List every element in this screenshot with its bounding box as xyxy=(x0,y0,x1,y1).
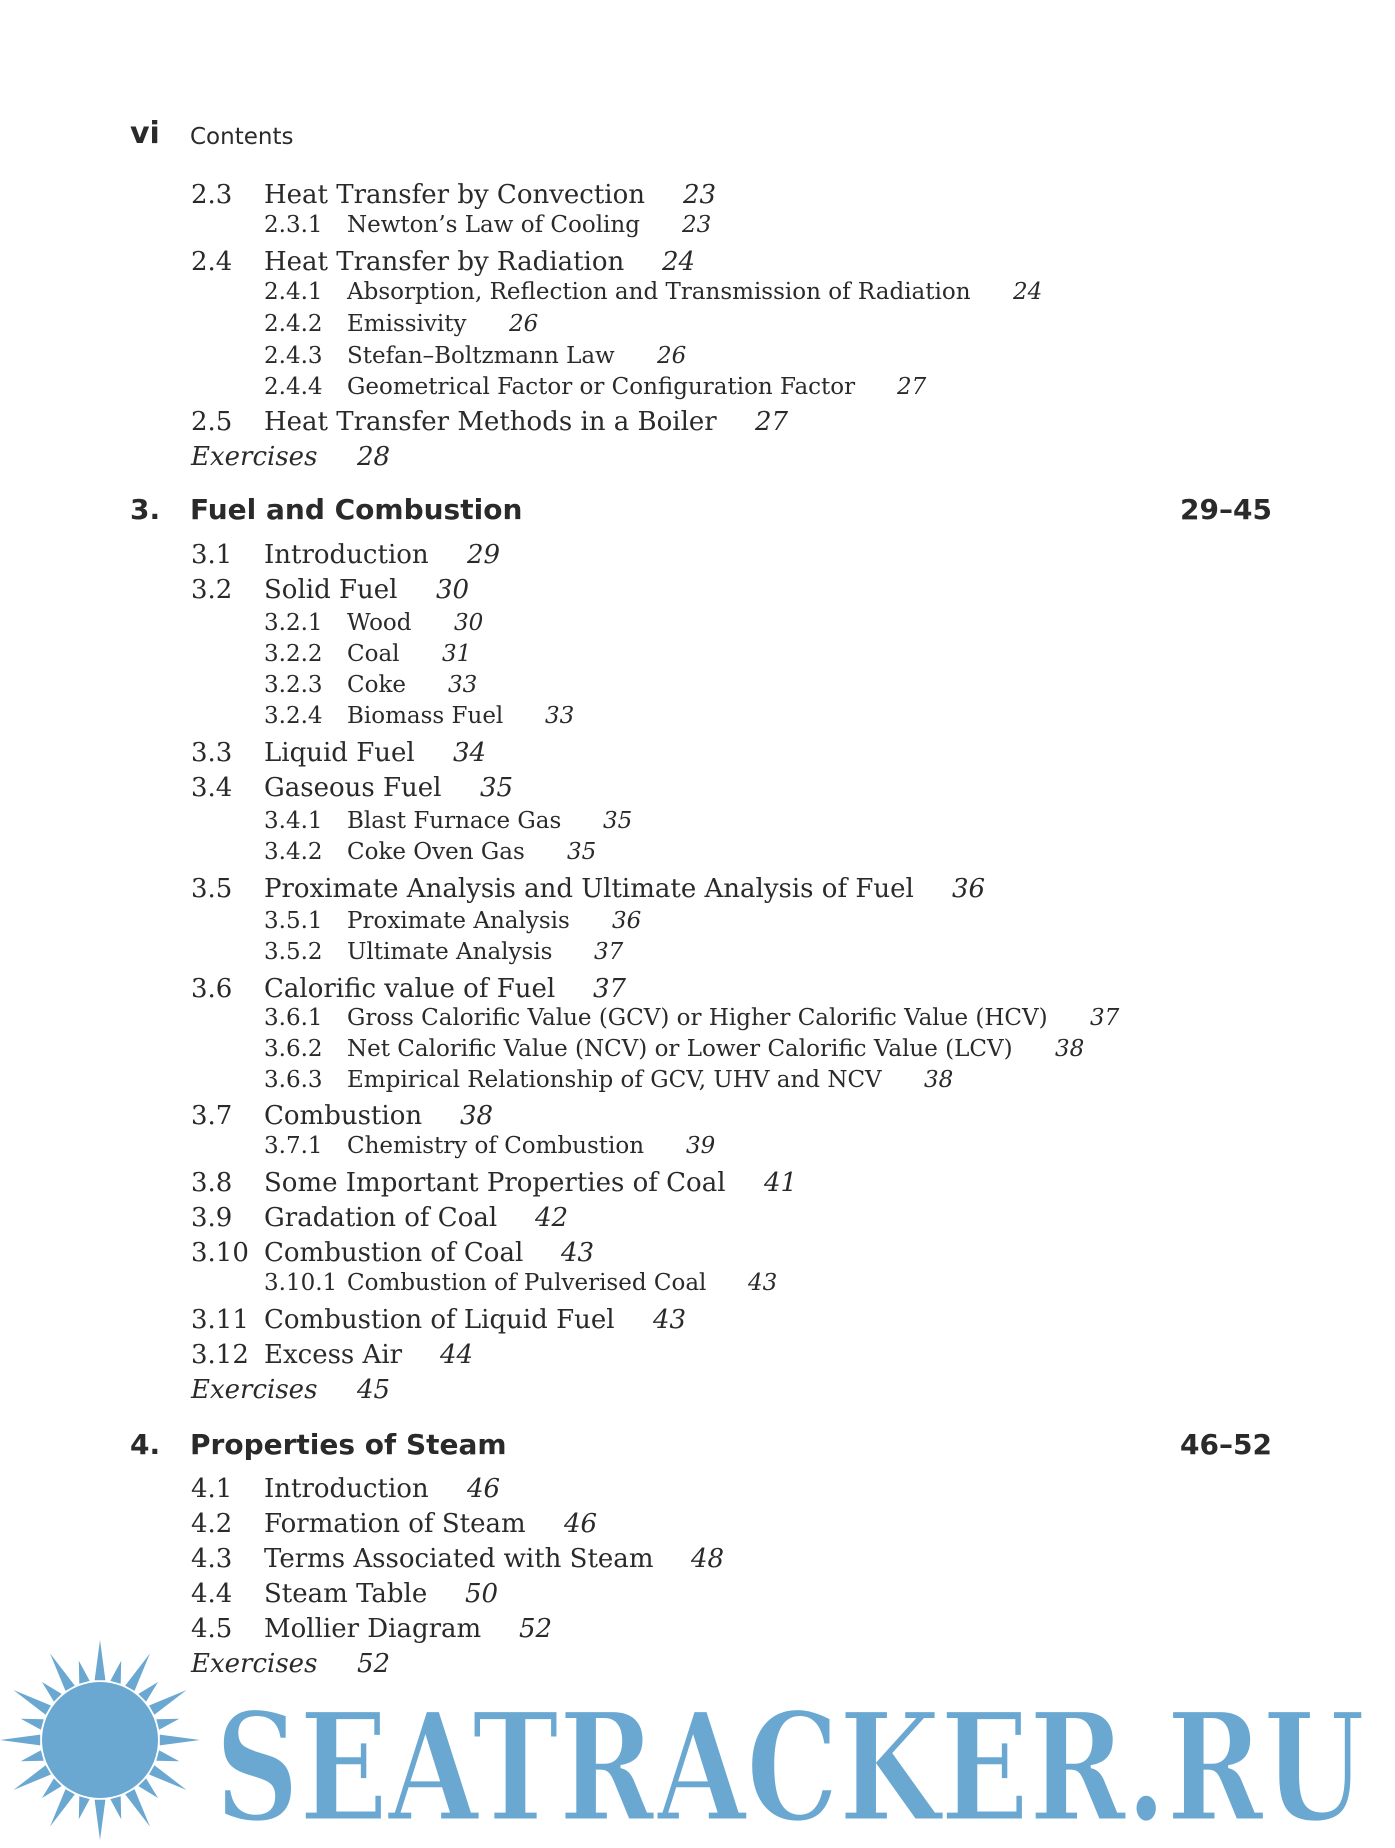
page-number-ref: 38 xyxy=(460,1101,494,1131)
entry-title: Introduction xyxy=(264,1474,429,1504)
entry-title: Biomass Fuel xyxy=(347,703,504,729)
sun-ray xyxy=(125,1789,150,1827)
entry-title: Excess Air xyxy=(264,1340,403,1370)
page-number-ref: 33 xyxy=(448,672,478,698)
sun-ray xyxy=(138,1778,158,1798)
entry-title: Blast Furnace Gas xyxy=(347,808,562,834)
entry-number: 4.2 xyxy=(191,1509,233,1539)
entry-title: Some Important Properties of Coal xyxy=(264,1168,726,1198)
entry-number: 4.3 xyxy=(191,1544,233,1574)
entry-number: 3.8 xyxy=(191,1168,233,1198)
entry-title: Exercises xyxy=(191,442,318,472)
page-number-ref: 37 xyxy=(593,974,627,1004)
entry-number: 2.3 xyxy=(191,180,233,210)
entry-number: 3.12 xyxy=(191,1340,249,1370)
page-number-ref: 26 xyxy=(509,311,539,337)
entry-title: Chemistry of Combustion xyxy=(347,1133,645,1159)
entry-title: Coal xyxy=(347,641,400,667)
entry-title: Combustion of Pulverised Coal xyxy=(347,1270,707,1296)
entry-title: Gaseous Fuel xyxy=(264,773,442,803)
entry-title: Solid Fuel xyxy=(264,575,398,605)
entry-title: Coke xyxy=(347,672,406,698)
entry-title: Steam Table xyxy=(264,1579,428,1609)
page-number-ref: 26 xyxy=(657,343,687,369)
page-number-ref: 38 xyxy=(924,1067,954,1093)
sun-ray xyxy=(79,1796,90,1819)
entry-number: 3.7.1 xyxy=(264,1133,323,1159)
page-number-ref: 30 xyxy=(454,610,484,636)
entry-number: 2.3.1 xyxy=(264,212,323,238)
entry-title: Terms Associated with Steam xyxy=(264,1544,654,1574)
sun-ray xyxy=(138,1682,158,1702)
entry-number: 3.4 xyxy=(191,773,233,803)
entry-title: Exercises xyxy=(191,1649,318,1679)
entry-title: Mollier Diagram xyxy=(264,1614,482,1644)
sun-ray xyxy=(95,1640,106,1680)
sun-ray xyxy=(13,1690,51,1715)
entry-title: Gradation of Coal xyxy=(264,1203,498,1233)
entry-number: 4. xyxy=(130,1428,161,1461)
page-number-ref: 45 xyxy=(357,1375,391,1405)
entry-title: Stefan–Boltzmann Law xyxy=(347,343,615,369)
sun-ray xyxy=(79,1661,90,1684)
entry-title: Heat Transfer by Radiation xyxy=(264,247,625,277)
sun-ray xyxy=(156,1719,179,1730)
entry-number: 3.5.1 xyxy=(264,908,323,934)
page-number-ref: 43 xyxy=(748,1270,778,1296)
page-number-ref: 43 xyxy=(561,1238,595,1268)
page-number-ref: 35 xyxy=(480,773,514,803)
entry-title: Liquid Fuel xyxy=(264,738,415,768)
entry-number: 3.10 xyxy=(191,1238,249,1268)
page-number-ref: 27 xyxy=(755,407,789,437)
entry-title: Heat Transfer Methods in a Boiler xyxy=(264,407,717,437)
entry-number: 3.4.1 xyxy=(264,808,323,834)
entry-number: 3.2.2 xyxy=(264,641,323,667)
entry-number: 3.10.1 xyxy=(264,1270,338,1296)
entry-title: Heat Transfer by Convection xyxy=(264,180,646,210)
page-number-ref: 52 xyxy=(519,1614,553,1644)
sun-ray xyxy=(95,1800,106,1840)
watermark-text: SEATRACKER.RU xyxy=(215,1680,1365,1848)
page-number-ref: 34 xyxy=(453,738,487,768)
page-number-ref: 46 xyxy=(467,1474,501,1504)
entry-number: 3.2.4 xyxy=(264,703,323,729)
entry-title: Newton’s Law of Cooling xyxy=(347,212,640,238)
entry-title: Ultimate Analysis xyxy=(347,939,553,965)
entry-number: 3.2.3 xyxy=(264,672,323,698)
entry-number: 3.4.2 xyxy=(264,839,323,865)
sun-ray xyxy=(21,1750,44,1761)
page-number-ref: 48 xyxy=(691,1544,725,1574)
sun-ray xyxy=(125,1653,150,1691)
entry-title: Absorption, Reflection and Transmission of Radiation xyxy=(347,279,971,305)
page-number-ref: 41 xyxy=(764,1168,798,1198)
page-number-ref: 35 xyxy=(567,839,597,865)
entry-number: 3.6 xyxy=(191,974,233,1004)
entry-number: 3. xyxy=(130,493,161,526)
page-number-ref: 37 xyxy=(594,939,624,965)
entry-title: Introduction xyxy=(264,540,429,570)
entry-title: Properties of Steam xyxy=(190,1428,507,1461)
sun-ray xyxy=(42,1778,62,1798)
entry-title: Formation of Steam xyxy=(264,1509,526,1539)
sun-ray xyxy=(50,1653,75,1691)
entry-number: 2.4.4 xyxy=(264,374,323,400)
entry-title: Calorific value of Fuel xyxy=(264,974,556,1004)
entry-title: Combustion xyxy=(264,1101,423,1131)
entry-title: Empirical Relationship of GCV, UHV and NCV xyxy=(347,1067,882,1093)
entry-number: 3.7 xyxy=(191,1101,233,1131)
entry-number: 3.5.2 xyxy=(264,939,323,965)
entry-number: 3.2.1 xyxy=(264,610,323,636)
entry-number: 3.9 xyxy=(191,1203,233,1233)
sun-ray xyxy=(110,1796,121,1819)
page-number-ref: 23 xyxy=(683,180,717,210)
entry-number: 2.4.1 xyxy=(264,279,323,305)
page-range: 46–52 xyxy=(1180,1428,1272,1461)
page-range: 29–45 xyxy=(1180,493,1272,526)
entry-title: Wood xyxy=(347,610,412,636)
entry-title: Emissivity xyxy=(347,311,467,337)
page-number-ref: 37 xyxy=(1090,1005,1120,1031)
entry-number: 3.6.2 xyxy=(264,1036,323,1062)
sun-ray xyxy=(21,1719,44,1730)
page-number-ref: 23 xyxy=(682,212,712,238)
entry-number: 2.4 xyxy=(191,247,233,277)
page-number-ref: 28 xyxy=(357,442,391,472)
sun-ray xyxy=(110,1661,121,1684)
entry-number: 3.6.3 xyxy=(264,1067,323,1093)
entry-title: Exercises xyxy=(191,1375,318,1405)
sun-ray xyxy=(149,1765,187,1790)
sun-ray xyxy=(50,1789,75,1827)
entry-number: 2.5 xyxy=(191,407,233,437)
page-number-ref: 35 xyxy=(603,808,633,834)
entry-title: Net Calorific Value (NCV) or Lower Calorific Value (LCV) xyxy=(347,1036,1013,1062)
sun-ray xyxy=(13,1765,51,1790)
entry-title: Proximate Analysis and Ultimate Analysis of Fuel xyxy=(264,874,914,904)
entry-number: 4.5 xyxy=(191,1614,233,1644)
page-number-ref: 39 xyxy=(686,1133,716,1159)
entry-number: 3.5 xyxy=(191,874,233,904)
entry-number: 3.3 xyxy=(191,738,233,768)
page-number-ref: 43 xyxy=(653,1305,687,1335)
entry-title: Gross Calorific Value (GCV) or Higher Calorific Value (HCV) xyxy=(347,1005,1048,1031)
page-number: vi xyxy=(130,116,160,151)
page-number-ref: 31 xyxy=(442,641,472,667)
entry-number: 3.6.1 xyxy=(264,1005,323,1031)
page-number-ref: 52 xyxy=(357,1649,391,1679)
entry-number: 2.4.3 xyxy=(264,343,323,369)
entry-title: Proximate Analysis xyxy=(347,908,570,934)
page-number-ref: 24 xyxy=(1013,279,1043,305)
sun-logo-icon xyxy=(0,1640,200,1840)
sun-ray xyxy=(42,1682,62,1702)
entry-title: Combustion of Liquid Fuel xyxy=(264,1305,615,1335)
sun-ray xyxy=(0,1735,40,1746)
entry-title: Coke Oven Gas xyxy=(347,839,525,865)
page-number-ref: 38 xyxy=(1055,1036,1085,1062)
page-number-ref: 46 xyxy=(564,1509,598,1539)
page-number-ref: 27 xyxy=(897,374,927,400)
page-number-ref: 36 xyxy=(952,874,986,904)
running-head: Contents xyxy=(190,124,294,150)
page-number-ref: 50 xyxy=(465,1579,499,1609)
sun-ray xyxy=(149,1690,187,1715)
entry-title: Combustion of Coal xyxy=(264,1238,524,1268)
entry-number: 4.1 xyxy=(191,1474,233,1504)
page-number-ref: 33 xyxy=(545,703,575,729)
page-number-ref: 29 xyxy=(467,540,501,570)
sun-ray xyxy=(156,1750,179,1761)
entry-number: 4.4 xyxy=(191,1579,233,1609)
entry-title: Geometrical Factor or Configuration Factor xyxy=(347,374,856,400)
entry-number: 2.4.2 xyxy=(264,311,323,337)
entry-title: Fuel and Combustion xyxy=(190,493,523,526)
page-number-ref: 42 xyxy=(535,1203,569,1233)
page-number-ref: 36 xyxy=(612,908,642,934)
page-number-ref: 44 xyxy=(440,1340,474,1370)
entry-number: 3.11 xyxy=(191,1305,249,1335)
page-number-ref: 24 xyxy=(662,247,696,277)
entry-number: 3.2 xyxy=(191,575,233,605)
page-number-ref: 30 xyxy=(436,575,470,605)
watermark xyxy=(0,1640,1395,1848)
entry-number: 3.1 xyxy=(191,540,233,570)
sun-ray xyxy=(160,1735,200,1746)
